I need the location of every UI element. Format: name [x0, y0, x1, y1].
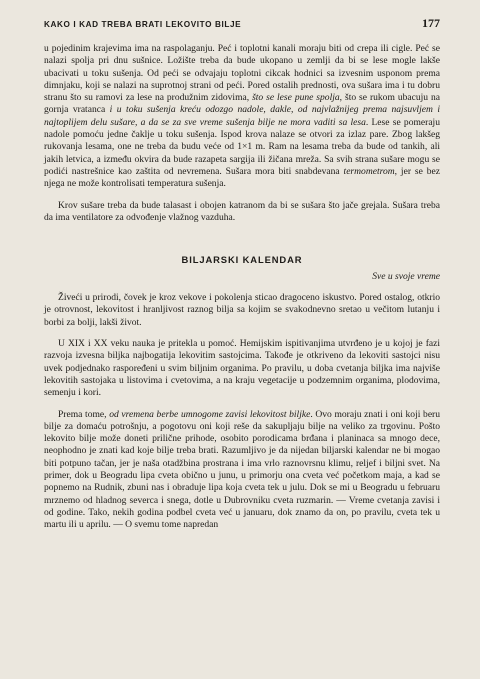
text-run: . Lese se pomeraju nadole pomoću jedne čaklje u toku sušenja. Ispod krova nalaze se otvori za izlaz pare. Zbog lakšeg rukovanja lesama, one ne treba da budu veće od 1×1 m. Ram na lesama treba da bude od tankih, ali jakih letvica, a između okvira da bude razapeta sargija ili žičana mreža. Sa svih strana sušare mogu se podići nastrešnice kao zaštita od nevremena. Sušara mora biti snabdevana — [44, 116, 440, 177]
paragraph-harvest-time — [44, 409, 440, 532]
paragraph-science: U XIX i XX veku nauka je pritekla u pomoć. Hemijskim ispitivanjima utvrđeno je u kojoj je fazi razvoja izvesna biljka najbogatija lekovitim sastojcima. Takođe je otkriveno da lekoviti sastojci nisu uvek podjednako raspoređeni u svim biljnim organima. Po pravilu, u doba cvetanja biljka ima najviše lekovitih sastojaka u listovima i cvetovima, a na kraju vegetacije u podzemnim organima, plodovima, semenju i kori. — [44, 338, 440, 399]
text-run: , što se rukom ubacuju na gornja vratanca — [44, 92, 440, 116]
paragraph-drying-shed — [44, 43, 440, 191]
page-number: 177 — [422, 16, 440, 30]
italic-run: termometrom — [343, 165, 395, 177]
italic-run: od vremena berbe umnogome zavisi lekovitost biljke — [109, 408, 311, 420]
text-run: . Ovo moraju znati i oni koji beru bilje za domaću potrošnju, a pogotovu oni koji reše da sakupljaju bilje na veliko za trgovinu. Pošto lekovito bilje može doneti prilične prihode, osobito porodicama brđana i planinaca sa mnogo dece, neophodno je znati kad koje bilje treba brati. Razumljivo je da nijedan biljarski kalendar ne bi mogao biti potpuno tačan, jer je naša otadžbina prostrana i ima vrlo raznovrsnu klimu, reljef i biljni svet. Na primer, dok u Beogradu lipa cveta obično u junu, u primorju ona cveta već početkom maja, a kad se popnemo na Rudnik, zbuni nas i obradujе lipa koja cveta tek u julu. Dok se mi u Beogradu u februaru mrznemo od hladnog severca i snega, dotle u Dubrovniku cveta ruzmarin. — Vreme cvetanja zavisi i od godine. Tako, nekih godina podbel cveta već u januaru, dok znamo da on, po pravilu, cveta tek u martu ili u aprilu. — O svemu tome napredan — [44, 408, 441, 531]
italic-run: i u toku sušenja kreću odozgo nadole, dakle, od najvlažnijeg prema najsuvljem i najtoplijem delu sušare, a da se za sve vreme sušenja bilje ne mora vaditi sa lesa — [44, 104, 440, 128]
paragraph-roof: Krov sušare treba da bude talasast i obojen katranom da bi se sušara što jače grejala. Sušara treba da ima ventilatore za odvođenje vlažnog vazduha. — [44, 199, 440, 223]
italic-run: što se lese pune spolja — [252, 92, 340, 104]
paragraph-experience: Živeći u prirodi, čovek je kroz vekove i pokolenja sticao dragoceno iskustvo. Pored ostalog, otkrio je otrovnost, lekovitost i hranljivost raznog bilja sa kojim se svakodnevno sretao u večitom lutanju i borbi za bolji, lakši život. — [44, 292, 440, 328]
section-title: BILJARSKI KALENDAR — [181, 254, 303, 266]
text-run: Prema tome, — [58, 408, 110, 420]
epigraph: Sve u svoje vreme — [372, 271, 440, 283]
text-run: , jer se bez njega ne može kontrolisati temperatura sušenja. — [44, 165, 440, 190]
running-head: KAKO I KAD TREBA BRATI LEKOVITO BILJE — [44, 20, 242, 29]
text-run: u pojedinim krajevima ima na raspolaganju. Peć i toplotni kanali moraju biti od crepa ili cigle. Peć se nalazi spolja pri dnu sušnice. Ložište treba da bude ukopano u zemlji da bi se lese mogle lakše ubacivati u toku sušenja. Od peći se odvajaju toplotni cikcak hodnici sa izvesnim usponom prema dimnjaku, koji se nalazi na suprotnoj strani od peći. Pored ostalih prednosti, ova sušara ima i tu dobru stranu što su ramovi za lese na produžnim zidovima, — [44, 43, 440, 104]
page-header — [44, 16, 440, 31]
